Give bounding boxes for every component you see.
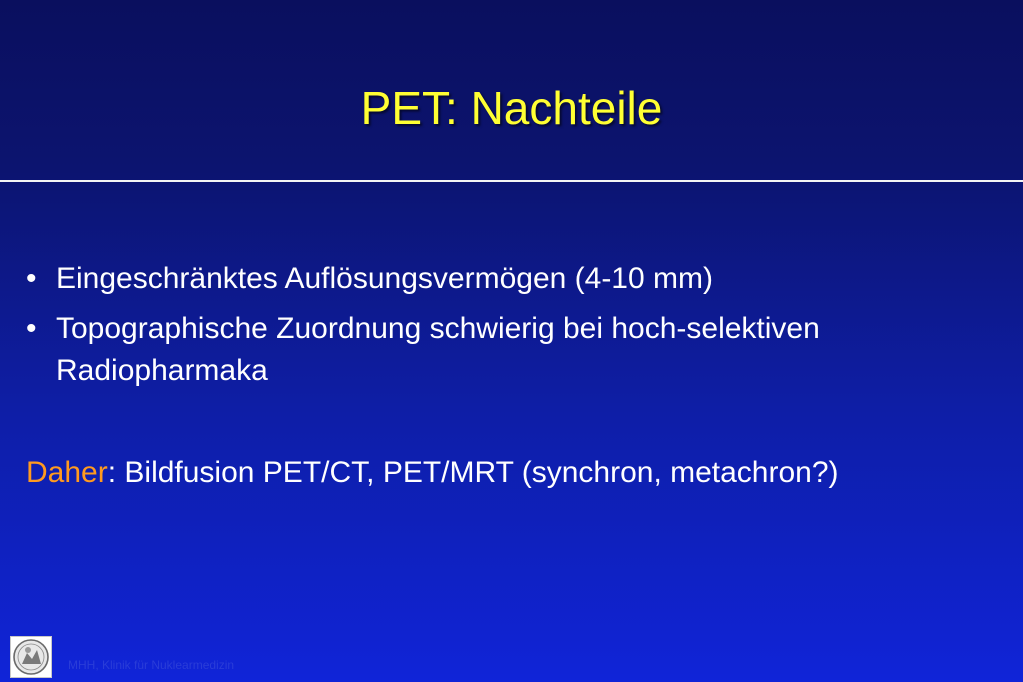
bullet-text: Eingeschränktes Auflösungsvermögen (4-10 mm) [56, 262, 713, 295]
bullet-text: Topographische Zuordnung schwierig bei hoch-selektiven Radiopharmaka [56, 312, 820, 387]
bullet-item [26, 308, 996, 392]
bullet-list [26, 258, 996, 400]
slide-title: PET: Nachteile [360, 82, 663, 134]
bullet-dot-icon: • [26, 312, 37, 345]
conclusion-line [26, 452, 1006, 494]
title-divider [0, 180, 1023, 182]
conclusion-keyword: Daher [26, 456, 108, 489]
bullet-dot-icon: • [26, 262, 37, 295]
clinic-seal-icon [10, 636, 52, 678]
conclusion-text: : Bildfusion PET/CT, PET/MRT (synchron, metachron?) [107, 456, 839, 489]
bullet-item [26, 258, 996, 300]
footer-text: MHH, Klinik für Nuklearmedizin [68, 658, 235, 672]
